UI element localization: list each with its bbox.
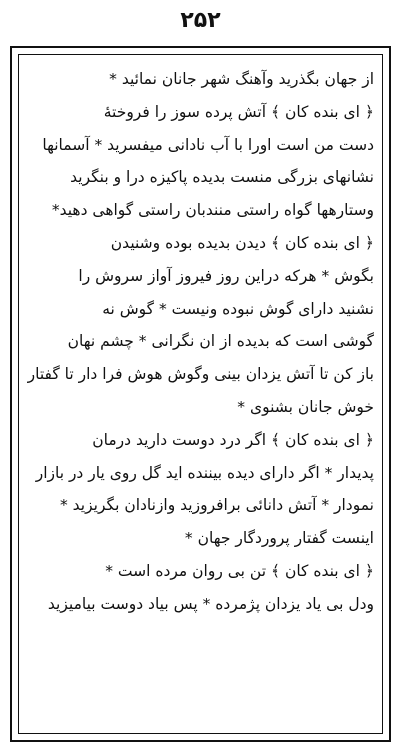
page-border-inner xyxy=(18,54,383,734)
text-line: ﴿ ای بنده کان ﴾ دیدن بدیده بوده وشنیدن xyxy=(110,233,374,252)
text-line: پدیدار * اگر دارای دیده بیننده اید گل روی یار در بازار xyxy=(35,463,374,482)
text-line: خوش جانان بشنوی * xyxy=(237,397,374,416)
text-line: وستارهها گواه راستی منندبان راستی گواهی دهید* xyxy=(51,201,374,220)
text-line: دست من است اورا با آب نادانی میفسرید * آسمانها xyxy=(42,135,374,154)
text-line: گوشی است که بدیده از ان نگرانی * چشم نهان xyxy=(67,332,374,351)
page-border-outer xyxy=(10,46,391,742)
text-line: ﴿ ای بنده کان ﴾ اگر درد دوست دارید درمان xyxy=(92,430,374,449)
text-line: نشانهای بزرگی منست بدیده پاکیزه درا و بنگرید xyxy=(70,168,374,187)
text-line: ﴿ ای بنده کان ﴾ آتش پرده سوز را فروختهٔ xyxy=(103,102,374,121)
text-line: بگوش * هرکه دراین روز فیروز آواز سروش را xyxy=(78,266,374,285)
text-line: ودل بی یاد یزدان پژمرده * پس بیاد دوست بیامیزید xyxy=(47,594,374,613)
text-line: اینست گفتار پروردگار جهان * xyxy=(184,529,374,548)
text-line: ﴿ ای بنده کان ﴾ تن بی روان مرده است * xyxy=(105,561,374,580)
text-line: از جهان بگذرید وآهنگ شهر جانان نمائید * xyxy=(109,70,374,88)
text-line: باز کن تا آتش یزدان بینی وگوش هوش فرا دار تا گفتار xyxy=(27,365,374,384)
page-number: ۲۵۲ xyxy=(180,8,221,33)
text-line: نشنید دارای گوش نبوده ونیست * گوش نه xyxy=(102,299,374,318)
text-body xyxy=(27,63,374,727)
text-line: نمودار * آتش دانائی برافروزید وازنادان بگریزید * xyxy=(59,496,374,515)
